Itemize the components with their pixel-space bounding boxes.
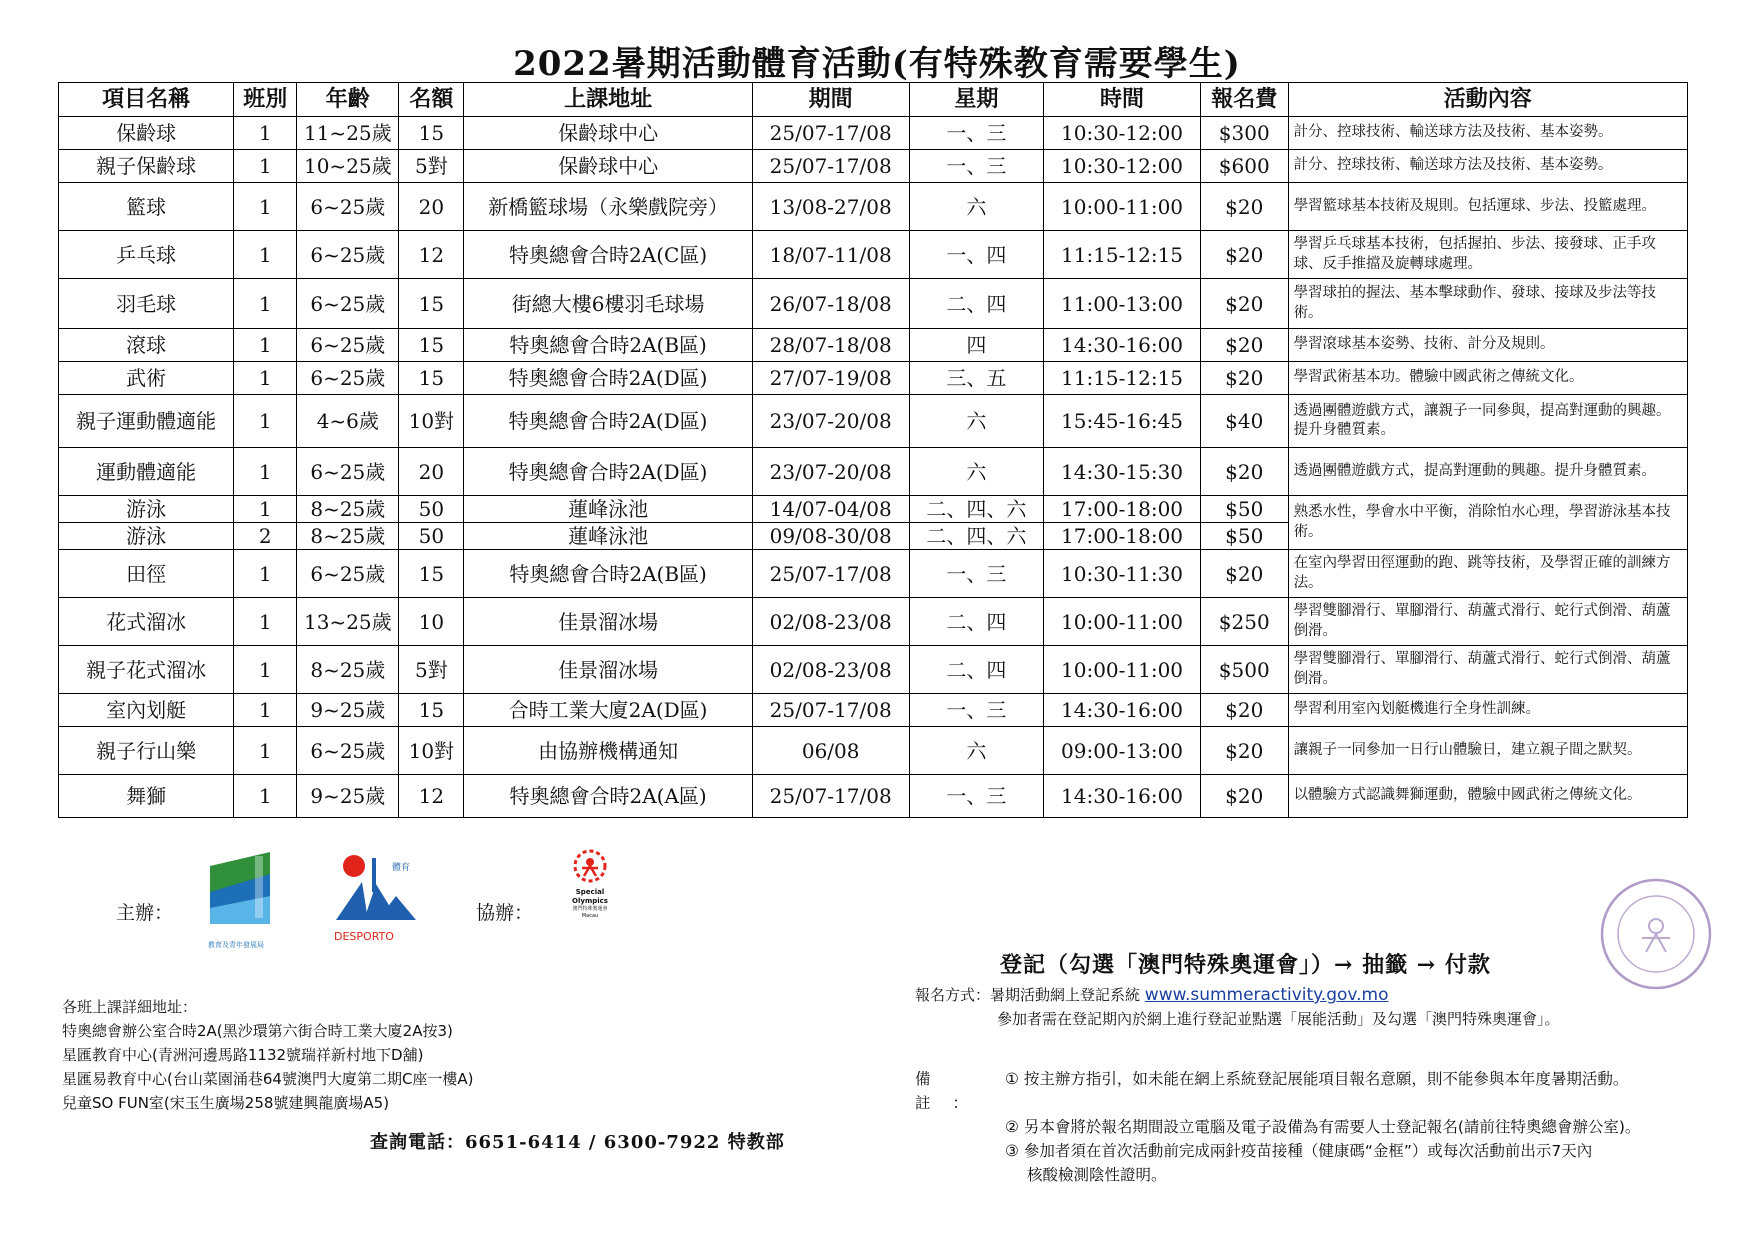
fee-cell: $20	[1200, 279, 1288, 329]
quota-cell: 20	[399, 183, 464, 231]
address-line: 星匯易教育中心(台山菜園涌巷64號澳門大廈第二期C座一樓A)	[62, 1070, 474, 1088]
activity-content-cell: 讓親子一同參加一日行山體驗日，建立親子間之默契。	[1288, 727, 1687, 775]
location-cell: 保齡球中心	[464, 117, 752, 150]
activity-content-cell: 計分、控球技術、輸送球方法及技術、基本姿勢。	[1288, 117, 1687, 150]
quota-cell: 12	[399, 231, 464, 279]
time-cell: 17:00-18:00	[1044, 496, 1201, 523]
quota-cell: 50	[399, 496, 464, 523]
page-title: 2022暑期活動體育活動(有特殊教育需要學生)	[513, 44, 1241, 84]
activity-content-cell: 在室內學習田徑運動的跑、跳等技術，及學習正確的訓練方法。	[1288, 550, 1687, 598]
col-header-class: 班別	[234, 83, 297, 117]
quota-cell: 15	[399, 117, 464, 150]
registration-method	[915, 983, 1560, 1031]
note-item: 核酸檢測陰性證明。	[1027, 1166, 1167, 1184]
location-cell: 特奧總會合時2A(D區)	[464, 395, 752, 448]
activity-content-cell: 以體驗方式認識舞獅運動，體驗中國武術之傳統文化。	[1288, 775, 1687, 818]
note-row	[915, 1067, 1640, 1115]
age-range-cell: 6~25歲	[297, 448, 399, 496]
period-cell: 25/07-17/08	[752, 150, 909, 183]
period-cell: 28/07-18/08	[752, 329, 909, 362]
class-number-cell: 1	[234, 183, 297, 231]
weekday-cell: 二、四	[909, 279, 1043, 329]
col-header-name: 項目名稱	[59, 83, 234, 117]
class-number-cell: 1	[234, 775, 297, 818]
weekday-cell: 一、三	[909, 150, 1043, 183]
age-range-cell: 8~25歲	[297, 646, 399, 694]
fee-cell: $20	[1200, 231, 1288, 279]
table-header-row	[59, 83, 1688, 117]
table-row	[59, 448, 1688, 496]
class-number-cell: 1	[234, 329, 297, 362]
col-header-quota: 名額	[399, 83, 464, 117]
activity-name-cell: 籃球	[59, 183, 234, 231]
weekday-cell: 三、五	[909, 362, 1043, 395]
activity-name-cell: 保齡球	[59, 117, 234, 150]
desporto-logo-text: DESPORTO	[334, 930, 394, 943]
fee-cell: $20	[1200, 550, 1288, 598]
period-cell: 27/07-19/08	[752, 362, 909, 395]
address-line: 星匯教育中心(青洲河邊馬路1132號瑞祥新村地下D舖)	[62, 1046, 424, 1064]
quota-cell: 5對	[399, 150, 464, 183]
activity-name-cell: 親子行山樂	[59, 727, 234, 775]
weekday-cell: 六	[909, 727, 1043, 775]
period-cell: 02/08-23/08	[752, 598, 909, 646]
location-cell: 新橋籃球場（永樂戲院旁）	[464, 183, 752, 231]
so-logo-line2: Olympics	[572, 897, 608, 905]
weekday-cell: 一、三	[909, 775, 1043, 818]
note-row	[915, 1115, 1640, 1139]
note-row	[915, 1139, 1640, 1163]
co-organizer-label: 協辦：	[476, 902, 534, 924]
class-number-cell: 1	[234, 727, 297, 775]
age-range-cell: 6~25歲	[297, 279, 399, 329]
fee-cell: $20	[1200, 775, 1288, 818]
time-cell: 14:30-15:30	[1044, 448, 1201, 496]
age-range-cell: 13~25歲	[297, 598, 399, 646]
activity-content-cell: 學習乒乓球基本技術，包括握拍、步法、接發球、正手攻球、反手推擋及旋轉球處理。	[1288, 231, 1687, 279]
location-cell: 佳景溜冰場	[464, 646, 752, 694]
quota-cell: 15	[399, 362, 464, 395]
activity-content-cell: 學習雙腳滑行、單腳滑行、葫蘆式滑行、蛇行式倒滑、葫蘆倒滑。	[1288, 646, 1687, 694]
table-row	[59, 183, 1688, 231]
location-cell: 特奧總會合時2A(D區)	[464, 362, 752, 395]
fee-cell: $300	[1200, 117, 1288, 150]
address-line: 兒童SO FUN室(宋玉生廣場258號建興龍廣場A5)	[62, 1094, 390, 1112]
table-row	[59, 496, 1688, 523]
age-range-cell: 8~25歲	[297, 523, 399, 550]
class-number-cell: 1	[234, 694, 297, 727]
col-header-time: 時間	[1044, 83, 1201, 117]
note-item: ③ 參加者須在首次活動前完成兩針疫苗接種（健康碼“金框”）或每次活動前出示7天內	[1005, 1142, 1593, 1160]
class-number-cell: 1	[234, 117, 297, 150]
weekday-cell: 二、四	[909, 646, 1043, 694]
quota-cell: 12	[399, 775, 464, 818]
activity-name-cell: 羽毛球	[59, 279, 234, 329]
class-number-cell: 1	[234, 550, 297, 598]
time-cell: 10:00-11:00	[1044, 598, 1201, 646]
location-cell: 特奧總會合時2A(C區)	[464, 231, 752, 279]
age-range-cell: 6~25歲	[297, 183, 399, 231]
class-number-cell: 1	[234, 362, 297, 395]
class-number-cell: 1	[234, 231, 297, 279]
class-number-cell: 1	[234, 150, 297, 183]
table-row	[59, 727, 1688, 775]
period-cell: 25/07-17/08	[752, 117, 909, 150]
registration-url-link[interactable]: www.summeractivity.gov.mo	[1144, 985, 1389, 1005]
class-addresses	[62, 995, 474, 1115]
so-logo-line1: Special	[575, 888, 605, 896]
registration-method-label: 報名方式：暑期活動網上登記系統	[915, 986, 1141, 1004]
class-number-cell: 2	[234, 523, 297, 550]
registration-flow: 登記（勾選「澳門特殊奧運會」）→ 抽籤 → 付款	[1000, 952, 1491, 978]
activity-content-cell: 透過團體遊戲方式，讓親子一同參與，提高對運動的興趣。提升身體質素。	[1288, 395, 1687, 448]
age-range-cell: 11~25歲	[297, 117, 399, 150]
location-cell: 街總大樓6樓羽毛球場	[464, 279, 752, 329]
activity-name-cell: 乒乓球	[59, 231, 234, 279]
activity-content-cell: 學習武術基本功。體驗中國武術之傳統文化。	[1288, 362, 1687, 395]
note-item: ② 另本會將於報名期間設立電腦及電子設備為有需要人士登記報名(請前往特奧總會辦公室)。	[1005, 1118, 1641, 1136]
activity-name-cell: 滾球	[59, 329, 234, 362]
quota-cell: 50	[399, 523, 464, 550]
desporto-logo	[334, 852, 420, 943]
weekday-cell: 一、三	[909, 694, 1043, 727]
class-number-cell: 1	[234, 598, 297, 646]
activity-content-cell: 熟悉水性，學會水中平衡，消除怕水心理，學習游泳基本技術。	[1288, 496, 1687, 550]
fee-cell: $20	[1200, 448, 1288, 496]
col-header-age: 年齡	[297, 83, 399, 117]
activity-table	[58, 82, 1688, 818]
table-row	[59, 279, 1688, 329]
age-range-cell: 6~25歲	[297, 727, 399, 775]
period-cell: 25/07-17/08	[752, 775, 909, 818]
weekday-cell: 二、四、六	[909, 496, 1043, 523]
activity-name-cell: 花式溜冰	[59, 598, 234, 646]
class-number-cell: 1	[234, 646, 297, 694]
fee-cell: $600	[1200, 150, 1288, 183]
registration-method-line	[915, 983, 1560, 1007]
time-cell: 11:15-12:15	[1044, 362, 1201, 395]
location-cell: 特奧總會合時2A(A區)	[464, 775, 752, 818]
fee-cell: $500	[1200, 646, 1288, 694]
activity-name-cell: 運動體適能	[59, 448, 234, 496]
age-range-cell: 6~25歲	[297, 231, 399, 279]
fee-cell: $20	[1200, 362, 1288, 395]
contact-phone: 查詢電話：6651-6414 / 6300-7922 特教部	[370, 1132, 785, 1153]
activity-content-cell: 透過團體遊戲方式，提高對運動的興趣。提升身體質素。	[1288, 448, 1687, 496]
weekday-cell: 二、四、六	[909, 523, 1043, 550]
time-cell: 11:15-12:15	[1044, 231, 1201, 279]
activity-content-cell: 學習利用室內划艇機進行全身性訓練。	[1288, 694, 1687, 727]
fee-cell: $50	[1200, 523, 1288, 550]
time-cell: 14:30-16:00	[1044, 775, 1201, 818]
location-cell: 特奧總會合時2A(D區)	[464, 448, 752, 496]
age-range-cell: 8~25歲	[297, 496, 399, 523]
activity-name-cell: 舞獅	[59, 775, 234, 818]
time-cell: 10:30-11:30	[1044, 550, 1201, 598]
quota-cell: 5對	[399, 646, 464, 694]
period-cell: 26/07-18/08	[752, 279, 909, 329]
activity-name-cell: 游泳	[59, 523, 234, 550]
location-cell: 由協辦機構通知	[464, 727, 752, 775]
fee-cell: $20	[1200, 329, 1288, 362]
period-cell: 06/08	[752, 727, 909, 775]
weekday-cell: 六	[909, 448, 1043, 496]
table-row	[59, 598, 1688, 646]
fee-cell: $50	[1200, 496, 1288, 523]
location-cell: 特奧總會合時2A(B區)	[464, 329, 752, 362]
location-cell: 蓮峰泳池	[464, 523, 752, 550]
fee-cell: $20	[1200, 727, 1288, 775]
quota-cell: 10	[399, 598, 464, 646]
weekday-cell: 一、三	[909, 550, 1043, 598]
age-range-cell: 9~25歲	[297, 694, 399, 727]
time-cell: 11:00-13:00	[1044, 279, 1201, 329]
activity-name-cell: 田徑	[59, 550, 234, 598]
time-cell: 10:30-12:00	[1044, 117, 1201, 150]
addresses-heading: 各班上課詳細地址：	[62, 998, 198, 1016]
desporto-logo-char: 體育	[392, 863, 411, 873]
fee-cell: $20	[1200, 694, 1288, 727]
weekday-cell: 六	[909, 395, 1043, 448]
table-row	[59, 395, 1688, 448]
period-cell: 23/07-20/08	[752, 448, 909, 496]
quota-cell: 10對	[399, 727, 464, 775]
period-cell: 23/07-20/08	[752, 395, 909, 448]
so-logo-line3: 澳門特殊奧運會	[572, 906, 608, 912]
quota-cell: 15	[399, 279, 464, 329]
period-cell: 18/07-11/08	[752, 231, 909, 279]
association-stamp	[1598, 876, 1714, 996]
col-header-weekday: 星期	[909, 83, 1043, 117]
table-row	[59, 150, 1688, 183]
quota-cell: 15	[399, 329, 464, 362]
special-olympics-logo	[562, 848, 618, 920]
activity-name-cell: 游泳	[59, 496, 234, 523]
quota-cell: 10對	[399, 395, 464, 448]
quota-cell: 20	[399, 448, 464, 496]
period-cell: 13/08-27/08	[752, 183, 909, 231]
activity-name-cell: 室內划艇	[59, 694, 234, 727]
fee-cell: $250	[1200, 598, 1288, 646]
age-range-cell: 9~25歲	[297, 775, 399, 818]
table-row	[59, 117, 1688, 150]
table-row	[59, 694, 1688, 727]
class-number-cell: 1	[234, 395, 297, 448]
period-cell: 02/08-23/08	[752, 646, 909, 694]
period-cell: 25/07-17/08	[752, 550, 909, 598]
age-range-cell: 6~25歲	[297, 329, 399, 362]
class-number-cell: 1	[234, 279, 297, 329]
col-header-fee: 報名費	[1200, 83, 1288, 117]
registration-method-note: 參加者需在登記期內於網上進行登記並點選「展能活動」及勾選「澳門特殊奧運會」。	[997, 1010, 1560, 1028]
time-cell: 17:00-18:00	[1044, 523, 1201, 550]
activity-content-cell: 學習籃球基本技術及規則。包括運球、步法、投籃處理。	[1288, 183, 1687, 231]
dsedj-logo-text: 教育及青年發展局	[208, 941, 264, 949]
class-number-cell: 1	[234, 448, 297, 496]
age-range-cell: 6~25歲	[297, 362, 399, 395]
location-cell: 合時工業大廈2A(D區)	[464, 694, 752, 727]
location-cell: 蓮峰泳池	[464, 496, 752, 523]
fee-cell: $20	[1200, 183, 1288, 231]
time-cell: 09:00-13:00	[1044, 727, 1201, 775]
activity-name-cell: 親子花式溜冰	[59, 646, 234, 694]
so-logo-line4: Macau	[581, 913, 599, 919]
age-range-cell: 4~6歲	[297, 395, 399, 448]
class-number-cell: 1	[234, 496, 297, 523]
weekday-cell: 四	[909, 329, 1043, 362]
activity-name-cell: 武術	[59, 362, 234, 395]
location-cell: 佳景溜冰場	[464, 598, 752, 646]
table-row	[59, 775, 1688, 818]
dsedj-logo	[208, 852, 272, 950]
time-cell: 10:30-12:00	[1044, 150, 1201, 183]
activity-content-cell: 學習滾球基本姿勢、技術、計分及規則。	[1288, 329, 1687, 362]
period-cell: 09/08-30/08	[752, 523, 909, 550]
note-row	[915, 1163, 1640, 1187]
table-row	[59, 329, 1688, 362]
time-cell: 15:45-16:45	[1044, 395, 1201, 448]
location-cell: 保齡球中心	[464, 150, 752, 183]
address-line: 特奧總會辦公室合時2A(黑沙環第六街合時工業大廈2A按3)	[62, 1022, 453, 1040]
time-cell: 10:00-11:00	[1044, 183, 1201, 231]
activity-content-cell: 學習球拍的握法、基本擊球動作、發球、接球及步法等技術。	[1288, 279, 1687, 329]
time-cell: 10:00-11:00	[1044, 646, 1201, 694]
quota-cell: 15	[399, 694, 464, 727]
weekday-cell: 一、四	[909, 231, 1043, 279]
host-label: 主辦：	[116, 902, 174, 924]
col-header-location: 上課地址	[464, 83, 752, 117]
quota-cell: 15	[399, 550, 464, 598]
notes-section	[915, 1067, 1640, 1187]
table-row	[59, 231, 1688, 279]
col-header-content: 活動內容	[1288, 83, 1687, 117]
time-cell: 14:30-16:00	[1044, 694, 1201, 727]
table-row	[59, 550, 1688, 598]
table-row	[59, 646, 1688, 694]
period-cell: 25/07-17/08	[752, 694, 909, 727]
notes-label: 備註：	[915, 1070, 991, 1112]
location-cell: 特奧總會合時2A(B區)	[464, 550, 752, 598]
fee-cell: $40	[1200, 395, 1288, 448]
weekday-cell: 六	[909, 183, 1043, 231]
weekday-cell: 一、三	[909, 117, 1043, 150]
time-cell: 14:30-16:00	[1044, 329, 1201, 362]
col-header-period: 期間	[752, 83, 909, 117]
period-cell: 14/07-04/08	[752, 496, 909, 523]
note-item: ① 按主辦方指引，如未能在網上系統登記展能項目報名意願，則不能參與本年度暑期活動。	[1005, 1070, 1629, 1088]
activity-content-cell: 學習雙腳滑行、單腳滑行、葫蘆式滑行、蛇行式倒滑、葫蘆倒滑。	[1288, 598, 1687, 646]
age-range-cell: 6~25歲	[297, 550, 399, 598]
table-row	[59, 362, 1688, 395]
activity-name-cell: 親子保齡球	[59, 150, 234, 183]
age-range-cell: 10~25歲	[297, 150, 399, 183]
activity-name-cell: 親子運動體適能	[59, 395, 234, 448]
activity-content-cell: 計分、控球技術、輸送球方法及技術、基本姿勢。	[1288, 150, 1687, 183]
weekday-cell: 二、四	[909, 598, 1043, 646]
